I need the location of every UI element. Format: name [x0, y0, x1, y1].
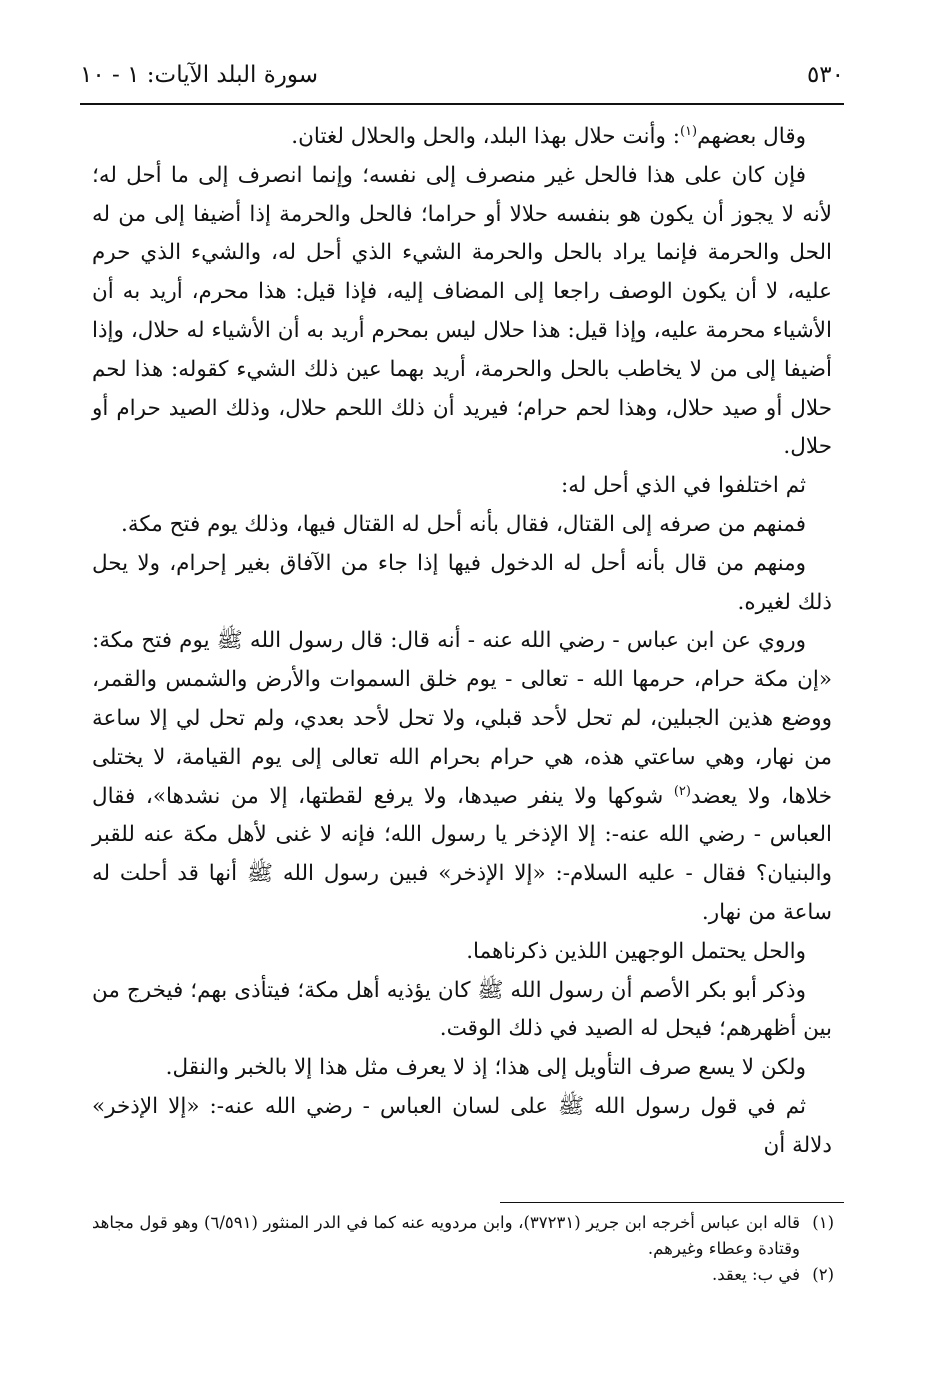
- footnotes: [92, 1210, 834, 1288]
- paragraph-1: [92, 118, 832, 157]
- paragraph-1-text-before: وقال بعضهم: [697, 124, 806, 149]
- footnote-1-text: قاله ابن عباس أخرجه ابن جرير (٣٧٢٣١)، وابن مردويه عنه كما في الدر المنثور (٦/٥٩١) وهو قول مجاهد وقتادة وعطاء وغيرهم.: [92, 1213, 800, 1258]
- paragraph-4: فمنهم من صرفه إلى القتال، فقال بأنه أحل له القتال فيها، وذلك يوم فتح مكة.: [121, 511, 806, 537]
- paragraph-9: ولكن لا يسع صرف التأويل إلى هذا؛ إذ لا يعرف مثل هذا إلا بالخبر والنقل.: [165, 1055, 806, 1081]
- paragraph-7: والحل يحتمل الوجهين اللذين ذكرناهما.: [466, 938, 806, 964]
- paragraph-2: فإن كان على هذا فالحل غير منصرف إلى نفسه؛ وإنما انصرف إلى ما أحل له؛ لأنه لا يجوز أن يكون هو بنفسه حلالا أو حراما؛ فالحل والحرمة إذا أضيفا إلى من له الحل والحرمة فإنما يراد بالحل والحرمة الشيء الذي أحل له، والشيء الذي حرم عليه، لا أن يكون الوصف راجعا إلى المضاف إليه، فإذا قيل: هذا محرم، أريد به أن الأشياء محرمة عليه، وإذا قيل: هذا حلال ليس بمحرم أريد به أن الأشياء له حلال، وإذا أضيفا إلى من لا يخاطب بالحل والحرمة، أريد بهما عين ذلك الشيء كقوله: هذا لحم حلال أو صيد حلال، وهذا لحم حرام؛ فيريد أن ذلك اللحم حلال، وذلك الصيد حرام أو حلال.: [92, 162, 832, 460]
- footnote-1: [92, 1210, 834, 1262]
- footnote-separator: [500, 1202, 844, 1203]
- main-text: [92, 118, 832, 1166]
- footnote-ref-2: (٢): [673, 783, 691, 799]
- footnote-ref-1: (١): [679, 123, 698, 139]
- paragraph-10: ثم في قول رسول الله ﷺ على لسان العباس - رضي الله عنه-: «إلا الإذخر» دلالة أن: [92, 1093, 832, 1158]
- running-title: سورة البلد الآيات: ١ - ١٠: [80, 62, 319, 88]
- paragraph-8: وذكر أبو بكر الأصم أن رسول الله ﷺ كان يؤذيه أهل مكة؛ فيتأذى بهم؛ فيخرج من بين أظهرهم؛ فيحل له الصيد في ذلك الوقت.: [92, 977, 832, 1042]
- paragraph-6-text-before: وروي عن ابن عباس - رضي الله عنه - أنه قال: قال رسول الله ﷺ يوم فتح مكة: «إن مكة حرام، حرمها الله - تعالى - يوم خلق السموات والأرض والشمس والقمر، ووضع هذين الجبلين، لم تحل لأحد قبلي، ولا تحل لأحد بعدي، ولم تحل لي إلا ساعة من نهار، وهي ساعتي هذه، هي حرام بحرام الله تعالى إلى يوم القيامة، لا يختلى خلاها، ولا يعضد: [92, 628, 833, 809]
- page-number: ٥٣٠: [806, 62, 844, 88]
- paragraph-1-text-after: : وأنت حلال بهذا البلد، والحل والحلال لغتان.: [291, 124, 680, 149]
- page-header: [80, 58, 844, 98]
- footnote-2-number: (٢): [812, 1265, 834, 1284]
- paragraph-3: ثم اختلفوا في الذي أحل له:: [561, 473, 806, 499]
- header-rule: [80, 103, 844, 105]
- paragraph-5: ومنهم من قال بأنه أحل له الدخول فيها إذا جاء من الآفاق بغير إحرام، ولا يحل ذلك لغيره.: [92, 550, 832, 615]
- footnote-1-number: (١): [812, 1213, 834, 1232]
- footnote-2: [92, 1262, 834, 1288]
- paragraph-6-text-after: شوكها ولا ينفر صيدها، ولا يرفع لقطتها، إلا من نشدها»، فقال العباس - رضي الله عنه-: إلا الإذخر يا رسول الله؛ فإنه لا غنى لأهل مكة عنه للقبر والبنيان؟ فقال - عليه السلام-: «إلا الإذخر» فبين رسول الله ﷺ أنها قد أحلت له ساعة من نهار.: [92, 783, 832, 925]
- paragraph-6: [92, 622, 832, 932]
- footnote-2-text: في ب: يعقد.: [711, 1265, 800, 1284]
